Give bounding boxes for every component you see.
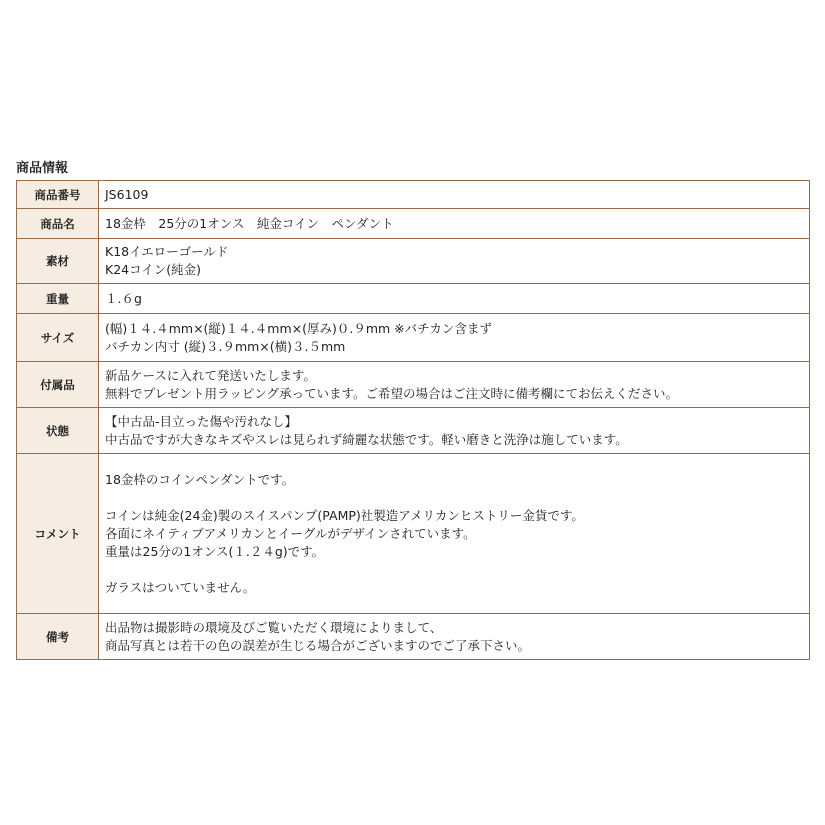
- table-row: [17, 362, 810, 408]
- row-label-product-number: 商品番号: [17, 181, 99, 209]
- row-label-condition: 状態: [17, 408, 99, 454]
- row-value-material: K18イエローゴールド K24コイン(純金): [99, 239, 810, 284]
- table-row: [17, 239, 810, 284]
- table-row: [17, 284, 810, 314]
- row-value-product-number: JS6109: [99, 181, 810, 209]
- table-row: [17, 181, 810, 209]
- row-label-comment: コメント: [17, 454, 99, 614]
- row-value-accessories: 新品ケースに入れて発送いたします。 無料でプレゼント用ラッピング承っています。ご希望の場合はご注文時に備考欄にてお伝えください。: [99, 362, 810, 408]
- row-label-accessories: 付属品: [17, 362, 99, 408]
- row-value-condition: 【中古品-目立った傷や汚れなし】 中古品ですが大きなキズやスレは見られず綺麗な状態です。軽い磨きと洗浄は施しています。: [99, 408, 810, 454]
- product-info-table: [16, 180, 810, 660]
- row-label-size: サイズ: [17, 314, 99, 362]
- row-label-remarks: 備考: [17, 614, 99, 660]
- row-label-weight: 重量: [17, 284, 99, 314]
- table-row: [17, 614, 810, 660]
- row-value-weight: １.６g: [99, 284, 810, 314]
- table-row: [17, 408, 810, 454]
- row-value-product-name: 18金枠 25分の1オンス 純金コイン ペンダント: [99, 209, 810, 239]
- table-row: [17, 209, 810, 239]
- row-value-comment: 18金枠のコインペンダントです。 コインは純金(24金)製のスイスパンプ(PAMP)社製造アメリカンヒストリー金貨です。 各面にネイティブアメリカンとイーグルがデザインされています。 重量は25分の1オンス(１.２４g)です。 ガラスはついていません。: [99, 454, 810, 614]
- row-label-material: 素材: [17, 239, 99, 284]
- row-value-size: (幅)１４.４mm×(縦)１４.４mm×(厚み)０.９mm ※バチカン含まず バチカン内寸 (縦)３.９mm×(横)３.５mm: [99, 314, 810, 362]
- table-row: [17, 314, 810, 362]
- section-title: 商品情報: [16, 161, 69, 176]
- table-row: [17, 454, 810, 614]
- row-label-product-name: 商品名: [17, 209, 99, 239]
- row-value-remarks: 出品物は撮影時の環境及びご覧いただく環境によりまして、 商品写真とは若干の色の誤差が生じる場合がございますのでご了承下さい。: [99, 614, 810, 660]
